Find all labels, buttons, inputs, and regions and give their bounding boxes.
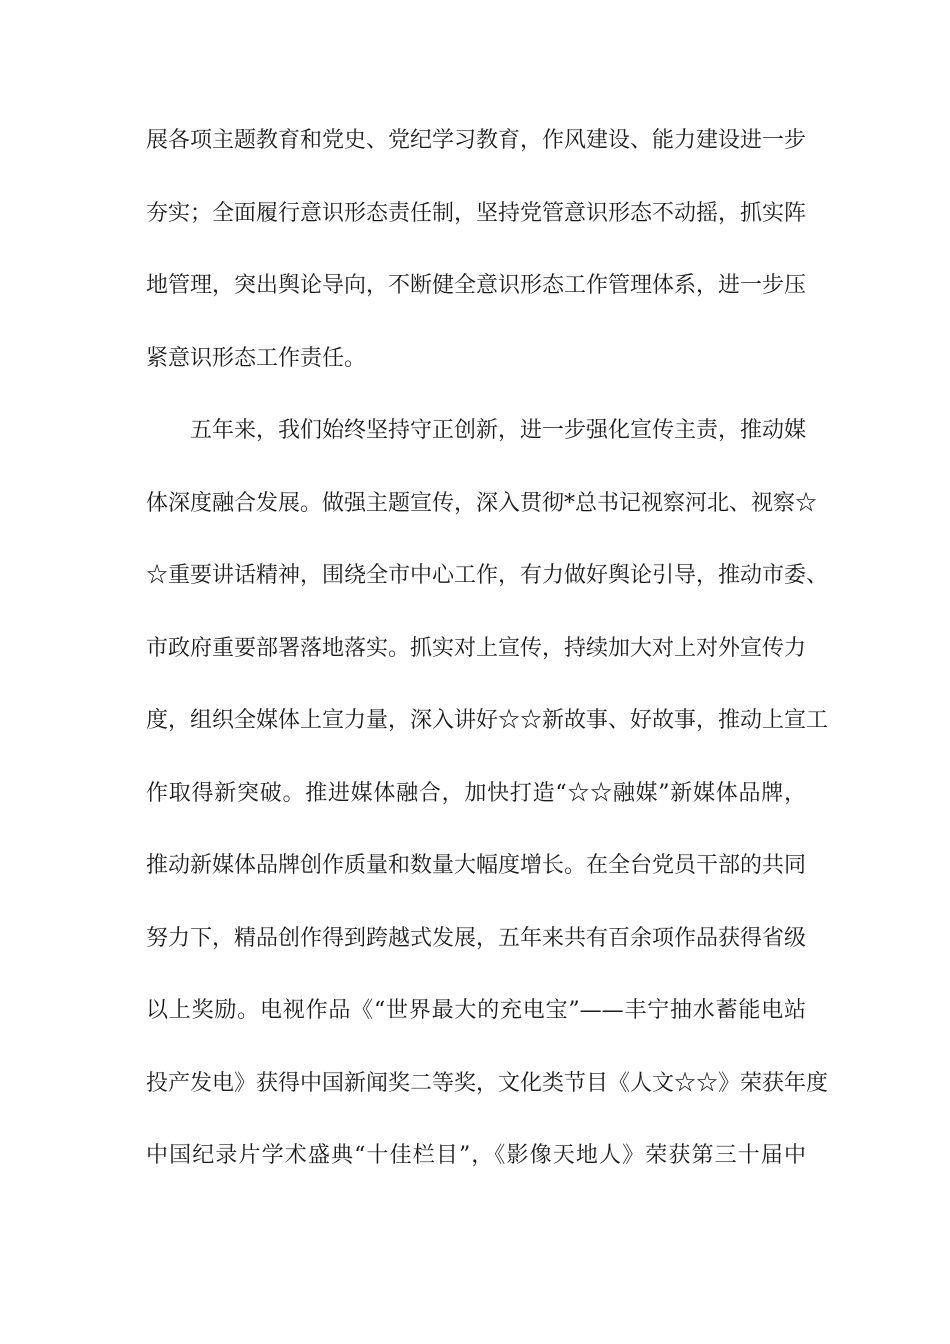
text-line: 夯实；全面履行意识形态责任制，坚持党管意识形态不动摇，抓实阵 — [146, 200, 807, 226]
text-line: 紧意识形态工作责任。 — [146, 345, 367, 371]
text-line: 市政府重要部署落地落实。抓实对上宣传，持续加大对上对外宣传力 — [146, 635, 807, 661]
text-line: 展各项主题教育和党史、党纪学习教育，作风建设、能力建设进一步 — [146, 128, 807, 153]
text-line: 推动新媒体品牌创作质量和数量大幅度增长。在全台党员干部的共同 — [146, 853, 807, 878]
text-line: ☆重要讲话精神，围绕全市中心工作，有力做好舆论引导，推动市委、 — [146, 563, 829, 588]
body-text — [146, 118, 829, 1206]
text-line: 作取得新突破。推进媒体融合，加快打造“☆☆融媒”新媒体品牌， — [146, 780, 806, 806]
text-line: 度，组织全媒体上宣力量，深入讲好☆☆新故事、好故事，推动上宣工 — [146, 708, 829, 733]
paragraph-start-line: 五年来，我们始终坚持守正创新，进一步强化宣传主责，推动媒 — [190, 418, 807, 443]
text-line: 中国纪录片学术盛典“十佳栏目”，《影像天地人》荣获第三十届中 — [146, 1143, 806, 1168]
text-line: 努力下，精品创作得到跨越式发展，五年来共有百余项作品获得省级 — [146, 925, 807, 951]
text-line: 体深度融合发展。做强主题宣传，深入贯彻*总书记视察河北、视察☆ — [146, 490, 818, 516]
text-line: 以上奖励。电视作品《“世界最大的充电宝”——丰宁抽水蓄能电站 — [146, 998, 806, 1023]
text-line: 投产发电》获得中国新闻奖二等奖，文化类节目《人文☆☆》荣获年度 — [146, 1070, 829, 1096]
text-line: 地管理，突出舆论导向，不断健全意识形态工作管理体系，进一步压 — [146, 273, 807, 298]
